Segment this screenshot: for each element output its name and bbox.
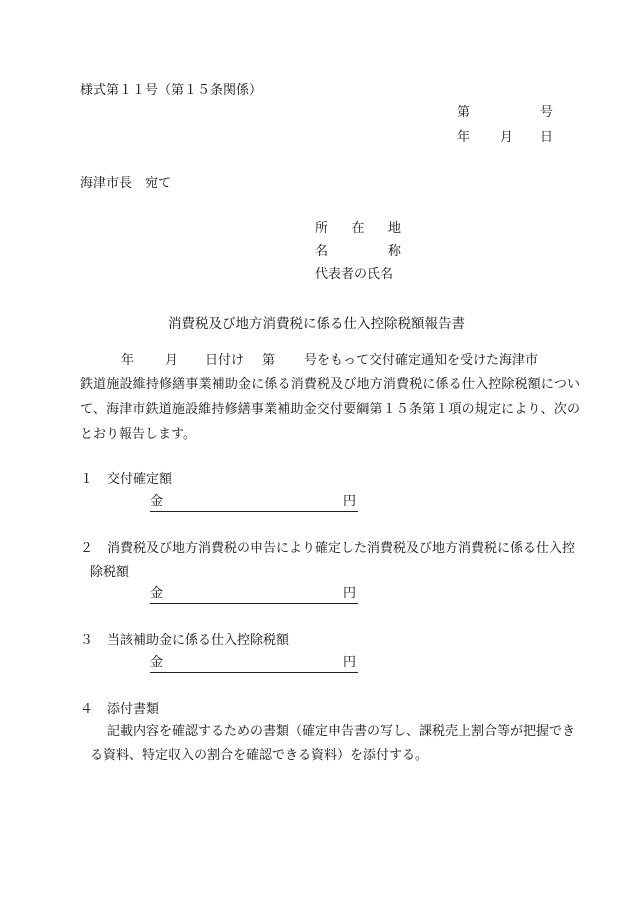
applicant-location-label: 所 在 地 xyxy=(315,221,401,236)
item-2-number: ２ xyxy=(80,541,94,556)
intro-dai: 第 xyxy=(262,353,276,368)
number-go: 号 xyxy=(540,105,554,120)
intro-year: 年 xyxy=(121,353,135,368)
item-1-amount-field xyxy=(150,495,358,512)
item-3-number: ３ xyxy=(80,633,94,648)
item-2-amount-field xyxy=(150,587,358,604)
intro-go-text: 号をもって交付確定通知を受けた海津市 xyxy=(304,353,539,368)
document-title: 消費税及び地方消費税に係る仕入控除税額報告書 xyxy=(168,316,465,332)
item-2-label: 消費税及び地方消費税の申告により確定した消費税及び地方消費税に係る仕入控除税額 xyxy=(90,541,576,580)
number-dai: 第 xyxy=(457,105,471,120)
intro-paragraph: 鉄道施設維持修繕事業補助金に係る消費税及び地方消費税に係る仕入控除税額について、海津市鉄道施設維持修繕事業補助金交付要綱第１５条第１項の規定により、次のとおり報告します。 xyxy=(80,377,580,442)
form-number: 様式第１１号（第１５条関係） xyxy=(80,83,263,98)
item-3-amount-field xyxy=(150,656,358,673)
item-3-en: 円 xyxy=(342,655,356,670)
date-month: 月 xyxy=(500,130,514,145)
item-4-label: 添付書類 xyxy=(107,702,160,717)
date-day: 日 xyxy=(540,130,554,145)
intro-day: 日付け xyxy=(205,353,245,368)
date-year: 年 xyxy=(457,130,471,145)
applicant-representative-label: 代表者の氏名 xyxy=(315,267,394,282)
item-3-label: 当該補助金に係る仕入控除税額 xyxy=(107,633,290,648)
item-2-kin: 金 xyxy=(150,586,164,601)
item-1-label: 交付確定額 xyxy=(107,472,173,487)
item-1-number: １ xyxy=(80,472,94,487)
item-2-en: 円 xyxy=(342,586,356,601)
intro-month: 月 xyxy=(165,353,179,368)
attachments-body: 記載内容を確認するための書類（確定申告書の写し、課税売上割合等が把握できる資料、特定収入の割合を確認できる資料）を添付する。 xyxy=(90,724,576,763)
item-3-kin: 金 xyxy=(150,655,164,670)
item-1-en: 円 xyxy=(342,494,356,509)
item-4-number: ４ xyxy=(80,702,94,717)
item-1-kin: 金 xyxy=(150,494,164,509)
addressee: 海津市長 宛て xyxy=(80,176,172,191)
applicant-name-label: 名 称 xyxy=(315,244,401,259)
